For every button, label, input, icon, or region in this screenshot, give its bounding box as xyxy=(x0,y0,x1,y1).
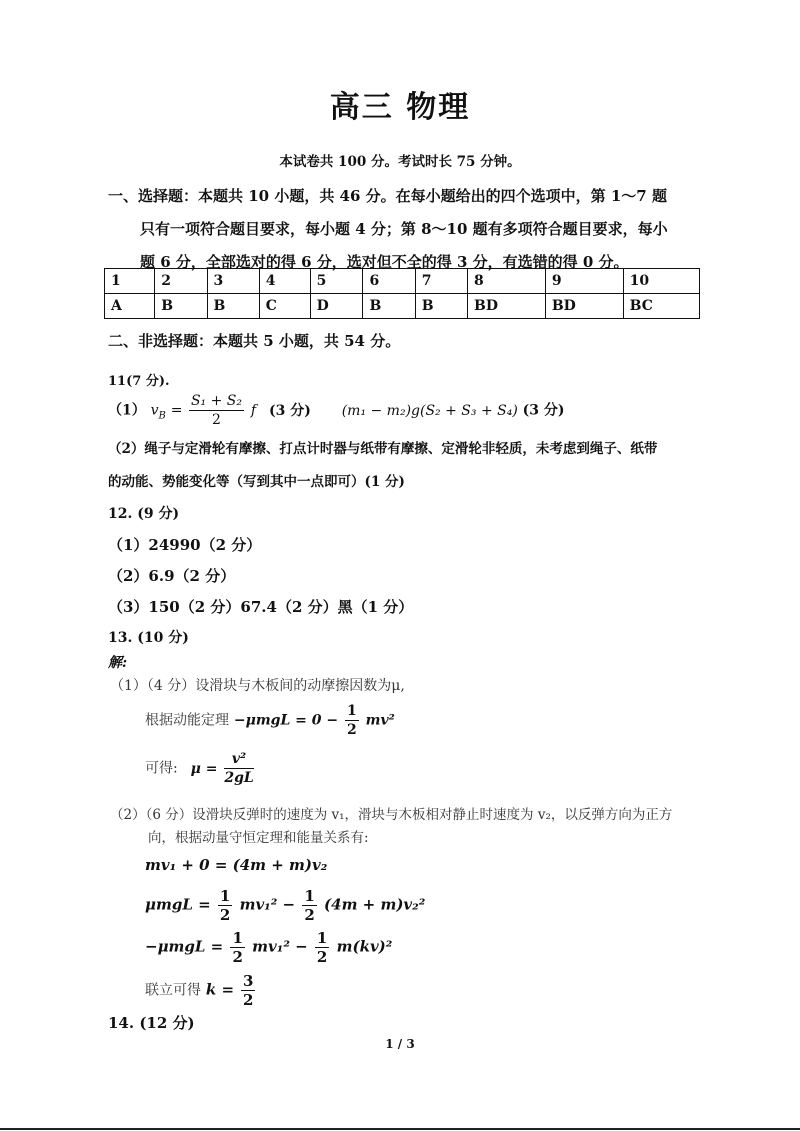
q13-mu-lhs: μ = xyxy=(190,760,218,777)
q13-part-2-line-2: 向，根据动量守恒定理和能量关系有: xyxy=(148,830,369,846)
fraction-denominator: 2 xyxy=(232,948,243,966)
q13-eq-half-numerator: 1 xyxy=(347,703,357,719)
question-number: 6 xyxy=(363,269,415,294)
q11-part-1-label: （1） xyxy=(108,402,146,419)
question-number: 9 xyxy=(545,269,623,294)
q11-vb-subscript: B xyxy=(158,410,166,422)
question-number: 5 xyxy=(310,269,363,294)
answer-choice: D xyxy=(310,294,363,319)
section-2-heading: 二、非选择题：本题共 5 小题，共 54 分。 xyxy=(108,332,401,350)
q11-score-1: (3 分) xyxy=(268,402,311,419)
fraction-numerator: 1 xyxy=(232,929,243,947)
q13-kinetic-energy-equation xyxy=(145,702,395,739)
q13-energy-equation-2 xyxy=(145,929,392,966)
fraction-denominator: 2 xyxy=(316,948,328,966)
q13-eq2-rhs: (4m + m)v₂² xyxy=(324,895,426,914)
q13-k-denominator: 2 xyxy=(242,991,254,1009)
q13-mu-result xyxy=(145,750,256,787)
answer-choice: BD xyxy=(468,294,546,319)
q13-mu-denominator: 2gL xyxy=(224,770,254,786)
q13-eq2-lhs: μmgL = xyxy=(145,895,211,914)
fraction-numerator: 1 xyxy=(219,887,231,905)
section-1-line-2: 只有一项符合题目要求，每小题 4 分；第 8～10 题有多项符合题目要求，每小 xyxy=(140,220,668,238)
fraction-numerator: 1 xyxy=(304,887,315,905)
q11-fraction-denominator: 2 xyxy=(212,412,221,428)
q13-eq3-lhs: −μmgL = xyxy=(145,937,224,956)
section-1-instructions xyxy=(108,180,708,279)
bottom-rule xyxy=(0,1128,800,1130)
question-number: 8 xyxy=(468,269,546,294)
q13-momentum-equation: mv₁ + 0 = (4m + m)v₂ xyxy=(145,856,328,874)
q11-heading: 11(7 分). xyxy=(108,374,170,389)
question-number: 4 xyxy=(259,269,310,294)
q13-eq2-middle: mv₁² − xyxy=(239,895,296,914)
q13-eq3-middle: mv₁² − xyxy=(252,937,308,956)
q11-score-2: (3 分) xyxy=(522,402,565,419)
q13-heading: 13. (10 分) xyxy=(108,630,189,646)
q13-eq-label: 根据动能定理 xyxy=(145,712,229,729)
page-title: 高三 物理 xyxy=(329,90,471,125)
q13-eq3-rhs: m(kv)² xyxy=(336,937,393,956)
question-number: 3 xyxy=(207,269,259,294)
answer-choice: C xyxy=(259,294,310,319)
answer-choice: B xyxy=(415,294,467,319)
q13-mu-fraction xyxy=(224,750,253,787)
q13-k-lhs: k = xyxy=(205,980,235,999)
q13-k-numerator: 3 xyxy=(242,972,254,990)
answer-choice: A xyxy=(105,294,155,319)
q11-fraction-numerator: S₁ + S₂ xyxy=(190,393,243,409)
q13-solution-label: 解: xyxy=(108,655,128,671)
answer-choice: B xyxy=(155,294,207,319)
q13-result-label: 可得: xyxy=(145,760,178,777)
q13-k-fraction xyxy=(241,972,255,1009)
q12-heading: 12. (9 分) xyxy=(108,506,180,522)
answer-choice: BD xyxy=(545,294,623,319)
q13-part-2-line-1: （2）（6 分）设滑块反弹时的速度为 v₁，滑块与木板相对静止时速度为 v₂，以反弹方向为正方 xyxy=(110,807,673,823)
q11-vb-symbol: v xyxy=(150,402,159,419)
answer-choice: B xyxy=(363,294,415,319)
q12-part-1: （1）24990（2 分） xyxy=(108,536,262,554)
question-number: 1 xyxy=(105,269,155,294)
q13-k-label: 联立可得 xyxy=(145,982,201,999)
q13-eq-lhs: −μmgL = 0 − xyxy=(233,712,339,729)
fraction-denominator: 2 xyxy=(219,906,231,924)
q13-eq-half-denominator: 2 xyxy=(347,722,357,738)
question-number: 10 xyxy=(623,269,699,294)
fraction-denominator: 2 xyxy=(304,906,315,924)
q12-part-3: （3）150（2 分）67.4（2 分）黑（1 分） xyxy=(108,598,414,616)
q12-part-2: （2）6.9（2 分） xyxy=(108,567,236,585)
q13-eq2-half-1 xyxy=(218,887,232,924)
q13-eq2-half-2 xyxy=(302,887,316,924)
q11-part-2-line-2: 的动能、势能变化等（写到其中一点即可）(1 分) xyxy=(108,474,405,490)
q13-energy-equation-1 xyxy=(145,887,425,924)
question-number: 2 xyxy=(155,269,207,294)
q11-f-symbol: f xyxy=(250,402,257,419)
q11-energy-expression: (m₁ − m₂)g(S₂ + S₃ + S₄) xyxy=(341,402,518,419)
page-number: 1 / 3 xyxy=(385,1037,415,1051)
q13-part-1-text: （1）（4 分）设滑块与木板间的动摩擦因数为μ, xyxy=(110,678,405,694)
question-number: 7 xyxy=(415,269,467,294)
q11-fraction xyxy=(189,392,244,429)
q13-mu-numerator: v² xyxy=(224,750,253,769)
section-1-line-3: 题 6 分，全部选对的得 6 分，选对但不全的得 3 分，有选错的得 0 分。 xyxy=(140,253,629,271)
q14-heading: 14. (12 分) xyxy=(108,1014,195,1032)
exam-info: 本试卷共 100 分。考试时长 75 分钟。 xyxy=(279,154,521,170)
q13-eq3-half-1 xyxy=(230,929,244,966)
q13-eq-half xyxy=(345,702,359,739)
answer-table xyxy=(104,268,700,319)
answer-choice: BC xyxy=(623,294,699,319)
q11-part-2-line-1: （2）绳子与定滑轮有摩擦、打点计时器与纸带有摩擦、定滑轮非轻质，未考虑到绳子、纸带 xyxy=(108,441,658,457)
q13-eq3-half-2 xyxy=(315,929,329,966)
q11-part-1: （1） $v_B$ = $\frac{\text{S₁ + S₂}}{2}$ f (3 分) (m₁ − m₂)g(S₂ + S₃ + S₄) (3 分) xyxy=(108,393,565,428)
section-1-line-1: 一、选择题：本题共 10 小题，共 46 分。在每小题给出的四个选项中，第 1～7 题 xyxy=(108,187,667,205)
q13-eq-rhs: mv² xyxy=(365,712,395,729)
fraction-numerator: 1 xyxy=(316,929,328,947)
q13-k-result xyxy=(145,972,257,1009)
answer-table-numbers-row xyxy=(105,269,700,294)
answer-choice: B xyxy=(207,294,259,319)
answer-table-choices-row xyxy=(105,294,700,319)
